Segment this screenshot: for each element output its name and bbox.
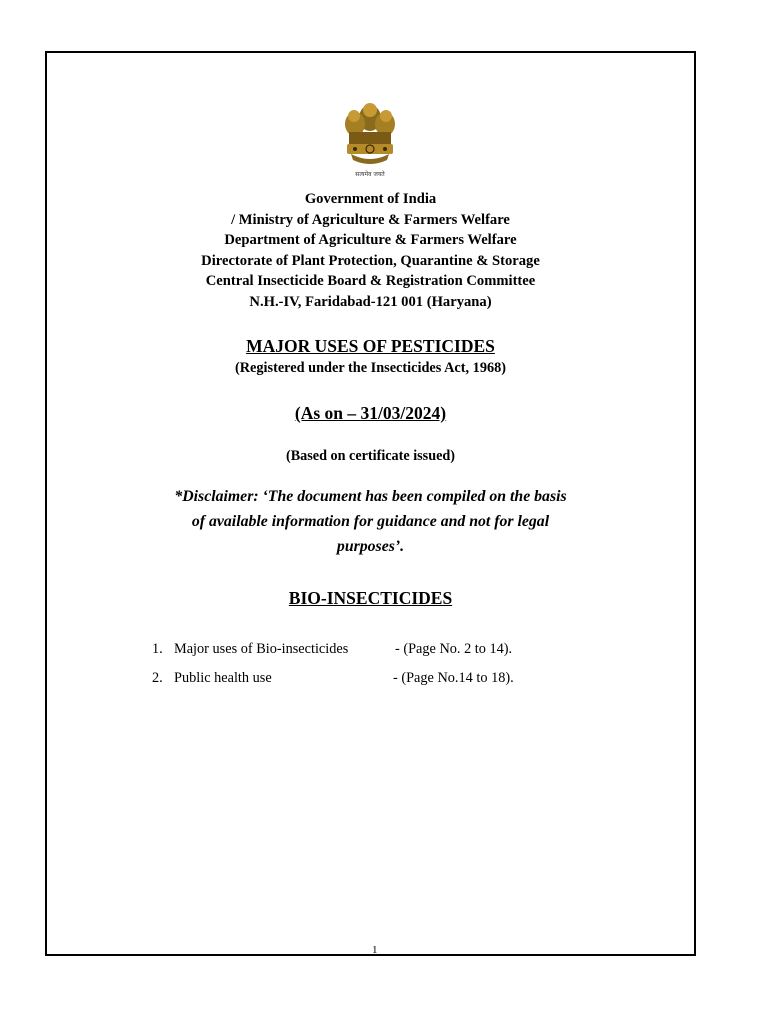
header-line: Central Insecticide Board & Registration Committee [205, 273, 536, 289]
list-item-label: Public health use [174, 670, 272, 686]
list-item-label: Major uses of Bio-insecticides [174, 641, 349, 657]
basis-note: (Based on certificate issued) [285, 448, 456, 464]
disclaimer-line: purposes’. [336, 538, 405, 555]
page-number: 1 [372, 944, 378, 956]
document-title: MAJOR USES OF PESTICIDES [246, 336, 495, 356]
national-emblem [337, 98, 403, 180]
disclaimer [45, 484, 696, 559]
org-header [45, 189, 696, 312]
header-line: N.H.-IV, Faridabad-121 001 (Haryana) [249, 293, 492, 310]
as-on-date: (As on – 31/03/2024) [294, 403, 447, 423]
list-item-number: 1. [152, 641, 163, 657]
lion-capital-icon [337, 98, 403, 180]
disclaimer-line: *Disclaimer: ‘The document has been compiled on the basis [174, 488, 567, 505]
header-line: Department of Agriculture & Farmers Welfare [224, 232, 517, 248]
disclaimer-line: of available information for guidance and not for legal [191, 513, 550, 530]
section-title: BIO-INSECTICIDES [288, 588, 453, 608]
list-item-pages: - (Page No.14 to 18). [393, 670, 514, 686]
header-line: / Ministry of Agriculture & Farmers Welfare [231, 211, 510, 228]
list-item-number: 2. [152, 670, 163, 686]
header-line: Directorate of Plant Protection, Quarantine & Storage [201, 252, 540, 269]
svg-text:सत्यमेव जयते: सत्यमेव जयते [355, 171, 385, 178]
document-subtitle: (Registered under the Insecticides Act, 1968) [234, 360, 507, 376]
list-item-pages: - (Page No. 2 to 14). [395, 641, 513, 657]
header-line: Government of India [304, 191, 437, 207]
